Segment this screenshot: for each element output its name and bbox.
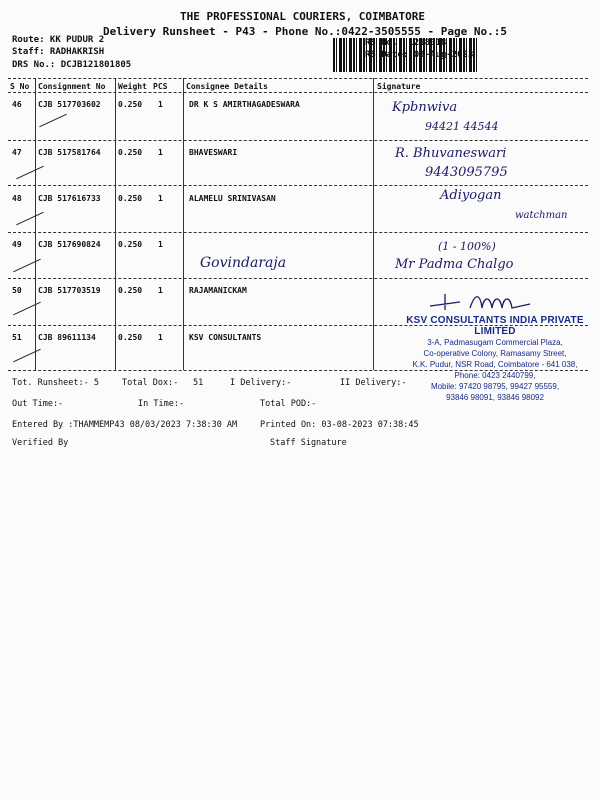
verified-by: Verified By (12, 438, 69, 448)
row-signature-phone: 9443095795 (425, 165, 508, 180)
stamp-phone: Phone: 0423 2440799, (454, 371, 536, 380)
stamp-company-name: KSV CONSULTANTS INDIA PRIVATE LIMITED (406, 315, 584, 337)
tick-mark (13, 259, 41, 273)
printed-on: Printed On: 03-08-2023 07:38:45 (260, 420, 419, 430)
tick-mark (39, 114, 67, 128)
col-header-sno: S No (10, 82, 30, 91)
col-divider (35, 78, 36, 370)
row-signature-note: (1 - 100%) (438, 240, 496, 253)
out-time: Out Time:- (12, 399, 64, 409)
stamp-address-line: K.K. Pudur, NSR Road, Coimbatore - 641 038, (412, 360, 578, 369)
row-weight: 0.250 (118, 194, 143, 203)
stamp-mobile: 93846 98091, 93846 98092 (446, 393, 544, 402)
row-weight: 0.250 (118, 240, 143, 249)
staff-signature: Staff Signature (270, 438, 347, 448)
row-weight: 0.250 (118, 148, 143, 157)
col-header-consignment: Consignment No (38, 82, 106, 91)
col-divider (373, 78, 374, 370)
col-header-weight: Weight (118, 82, 147, 91)
route-label: Route: KK PUDUR 2 (12, 35, 105, 45)
stamp-mobile: Mobile: 97420 98795, 99427 95559, (430, 382, 560, 391)
row-consignee: RAJAMANICKAM (189, 286, 247, 295)
table-header-rule (8, 92, 588, 93)
table-top-rule (8, 78, 588, 79)
row-consignment-no: CJB 89611134 (38, 333, 96, 342)
row-signature-note: watchman (515, 210, 568, 221)
row-signature: Adiyogan (440, 188, 502, 203)
company-stamp (395, 315, 595, 403)
row-signature: Mr Padma Chalgo (395, 257, 514, 272)
row-divider (8, 140, 588, 141)
row-sno: 48 (12, 194, 22, 203)
col-divider (115, 78, 116, 370)
row-consignment-no: CJB 517690824 (38, 240, 101, 249)
tick-mark (13, 349, 41, 363)
row-weight: 0.250 (118, 100, 143, 109)
runsheet-subtitle: Delivery Runsheet - P43 - Phone No.:0422-3505555 - Page No.:5 (103, 25, 507, 38)
stamp-address-line: Co-operative Colony, Ramasamy Street, (423, 349, 567, 358)
row-divider (8, 185, 588, 186)
row-consignment-no: CJB 517703602 (38, 100, 101, 109)
tick-mark (16, 212, 44, 226)
col-header-consignee: Consignee Details (186, 82, 268, 91)
row-divider (8, 278, 588, 279)
row-pcs: 1 (158, 100, 163, 109)
total-runsheet: Tot. Runsheet:- 5 (12, 378, 99, 388)
col-header-pcs: PCS (153, 82, 168, 91)
total-dox-label: Total Dox:- (122, 378, 179, 388)
row-consignee: DR K S AMIRTHAGADESWARA (189, 100, 300, 109)
row-weight: 0.250 (118, 286, 143, 295)
row-signature: Kpbnwiva (392, 100, 458, 115)
second-delivery: II Delivery:- (340, 378, 407, 388)
col-header-signature: Signature (377, 82, 421, 91)
row-pcs: 1 (158, 194, 163, 203)
row-signature-phone: 94421 44544 (425, 120, 499, 133)
rs-number: RS No.: 1218018 (365, 38, 447, 48)
row-divider (8, 232, 588, 233)
rs-date: RS Date: 03-Aug-2023 (365, 50, 474, 60)
row-sno: 50 (12, 286, 22, 295)
row-consignment-no: CJB 517581764 (38, 148, 101, 157)
staff-label: Staff: RADHAKRISH (12, 47, 105, 57)
row-consignment-no: CJB 517703519 (38, 286, 101, 295)
row-pcs: 1 (158, 286, 163, 295)
company-title: THE PROFESSIONAL COURIERS, COIMBATORE (180, 10, 426, 23)
in-time: In Time:- (138, 399, 185, 409)
first-delivery: I Delivery:- (230, 378, 292, 388)
row-sno: 51 (12, 333, 22, 342)
row-weight: 0.250 (118, 333, 143, 342)
row-pcs: 1 (158, 240, 163, 249)
row-consignee: ALAMELU SRINIVASAN (189, 194, 276, 203)
drs-number: DRS No.: DCJB121801805 (12, 60, 132, 70)
row-consignment-no: CJB 517616733 (38, 194, 101, 203)
row-signature: R. Bhuvaneswari (395, 146, 507, 161)
row-pcs: 1 (158, 148, 163, 157)
row-consignee-handwritten: Govindaraja (200, 255, 287, 271)
tick-mark (16, 166, 44, 180)
total-pod: Total POD:- (260, 399, 317, 409)
row-sno: 49 (12, 240, 22, 249)
entered-by: Entered By :THAMMEMP43 08/03/2023 7:38:30 AM (12, 420, 238, 430)
row-consignee: BHAVESWARI (189, 148, 238, 157)
row-pcs: 1 (158, 333, 163, 342)
total-dox-value: 51 (193, 378, 204, 388)
row-sno: 47 (12, 148, 22, 157)
tick-mark (13, 302, 41, 316)
stamp-address-line: 3-A, Padmasugam Commercial Plaza, (427, 338, 563, 347)
row-consignee: KSV CONSULTANTS (189, 333, 262, 342)
row-sno: 46 (12, 100, 22, 109)
signature-scribble (420, 288, 570, 318)
col-divider (183, 78, 184, 370)
